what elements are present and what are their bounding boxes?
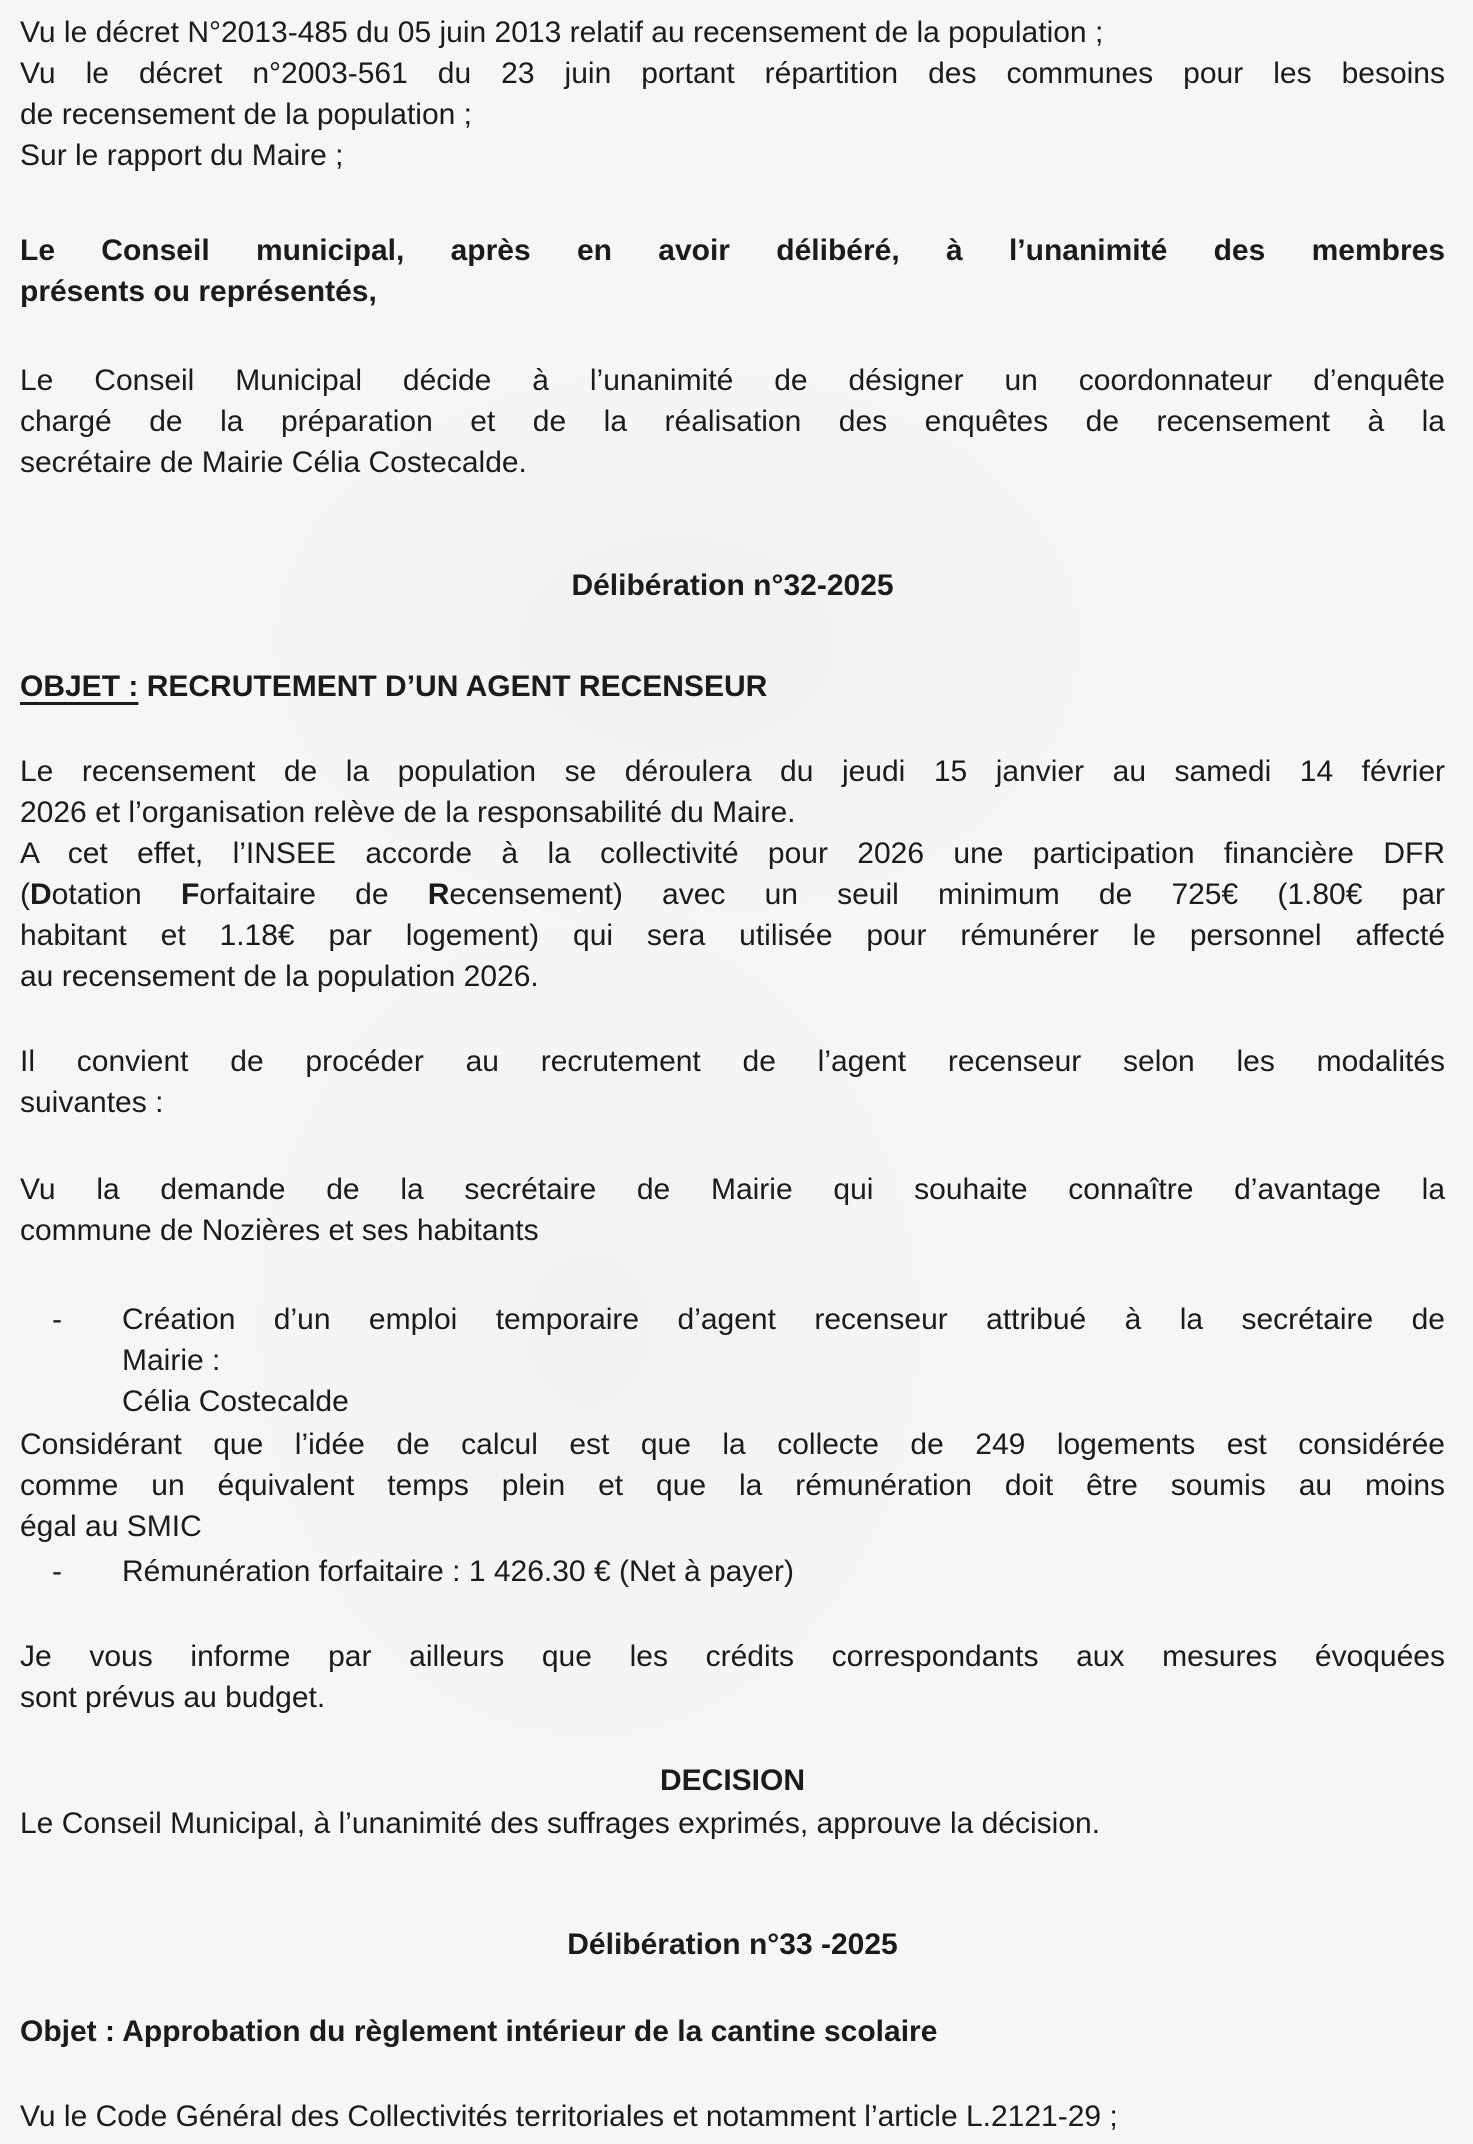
designation-line-3: secrétaire de Mairie Célia Costecalde.	[20, 446, 527, 479]
dfr-letter-d: D	[30, 878, 52, 911]
recensement-line-6: au recensement de la population 2026.	[20, 960, 539, 993]
considerant-line-3: égal au SMIC	[20, 1510, 202, 1543]
bullet-creation	[20, 1299, 1445, 1422]
considerant-line-2: comme un équivalent temps plein et que la rémunération doit être soumis au moins	[20, 1469, 1445, 1502]
credits-line-1: Je vous informe par ailleurs que les crédits correspondants aux mesures évoquées	[20, 1640, 1445, 1673]
designation-line-1: Le Conseil Municipal décide à l’unanimité de désigner un coordonnateur d’enquête	[20, 364, 1445, 397]
objet-32-text: RECRUTEMENT D’UN AGENT RECENSEUR	[146, 670, 768, 703]
modalites-line-2: suivantes :	[20, 1086, 164, 1119]
decision-text: Le Conseil Municipal, à l’unanimité des suffrages exprimés, approuve la décision.	[20, 1807, 1101, 1840]
considerant-line-1: Considérant que l’idée de calcul est que la collecte de 249 logements est considérée	[20, 1428, 1445, 1461]
bullet-remuneration-text: Rémunération forfaitaire : 1 426.30 € (Net à payer)	[122, 1555, 795, 1588]
demande-line-2: commune de Nozières et ses habitants	[20, 1214, 539, 1247]
unanimite-heading-line-1: Le Conseil municipal, après en avoir délibéré, à l’unanimité des membres	[20, 234, 1445, 267]
bullet-creation-line-3: Célia Costecalde	[122, 1385, 349, 1418]
modalites-line-1: Il convient de procéder au recrutement de l’agent recenseur selon les modalités	[20, 1045, 1445, 1078]
bullet-dash: -	[52, 1303, 62, 1336]
recensement-line-1: Le recensement de la population se déroulera du jeudi 15 janvier au samedi 14 février	[20, 755, 1445, 788]
visa-decret-2013: Vu le décret N°2013-485 du 05 juin 2013 relatif au recensement de la population ;	[20, 16, 1104, 49]
designation-line-2: chargé de la préparation et de la réalisation des enquêtes de recensement à la	[20, 405, 1445, 438]
demande-line-1: Vu la demande de la secrétaire de Mairie qui souhaite connaître d’avantage la	[20, 1173, 1445, 1206]
credits-line-2: sont prévus au budget.	[20, 1681, 326, 1714]
dfr-letter-f: F	[180, 878, 200, 911]
visa-decret-2003-line-1: Vu le décret n°2003-561 du 23 juin portant répartition des communes pour les besoins	[20, 57, 1445, 90]
objet-32-line	[20, 666, 1445, 707]
deliberation-33-title: Délibération n°33 -2025	[567, 1928, 898, 1961]
recensement-line-5: habitant et 1.18€ par logement) qui sera utilisée pour rémunérer le personnel affecté	[20, 919, 1445, 952]
visa-rapport-maire: Sur le rapport du Maire ;	[20, 139, 344, 172]
bullet-remuneration	[20, 1551, 1445, 1592]
recensement-line-2: 2026 et l’organisation relève de la responsabilité du Maire.	[20, 796, 796, 829]
objet-32-label: OBJET :	[20, 670, 139, 703]
dfr-letter-r: R	[427, 878, 450, 911]
decision-title: DECISION	[659, 1764, 806, 1797]
bullet-dash: -	[52, 1555, 62, 1588]
visa-decret-2003-line-2: de recensement de la population ;	[20, 98, 472, 131]
bullet-creation-line-2: Mairie :	[122, 1344, 221, 1377]
dfr-open-paren: (	[20, 878, 30, 911]
recensement-dfr-line	[20, 874, 1445, 915]
bullet-creation-line-1: Création d’un emploi temporaire d’agent recenseur attribué à la secrétaire de	[122, 1303, 1445, 1336]
recensement-line-3: A cet effet, l’INSEE accorde à la collectivité pour 2026 une participation financière DFR	[20, 837, 1445, 870]
unanimite-heading-line-2: présents ou représentés,	[20, 275, 377, 308]
objet-33-line: Objet : Approbation du règlement intérieur de la cantine scolaire	[20, 2015, 938, 2048]
dfr-word-orfaitaire: orfaitaire de	[199, 878, 428, 911]
dfr-rest: ecensement) avec un seuil minimum de 725€ (1.80€ par	[449, 878, 1445, 911]
visa-code-general: Vu le Code Général des Collectivités territoriales et notamment l’article L.2121-29 ;	[20, 2100, 1118, 2133]
dfr-word-otation: otation	[51, 878, 181, 911]
deliberation-32-title: Délibération n°32-2025	[571, 569, 894, 602]
